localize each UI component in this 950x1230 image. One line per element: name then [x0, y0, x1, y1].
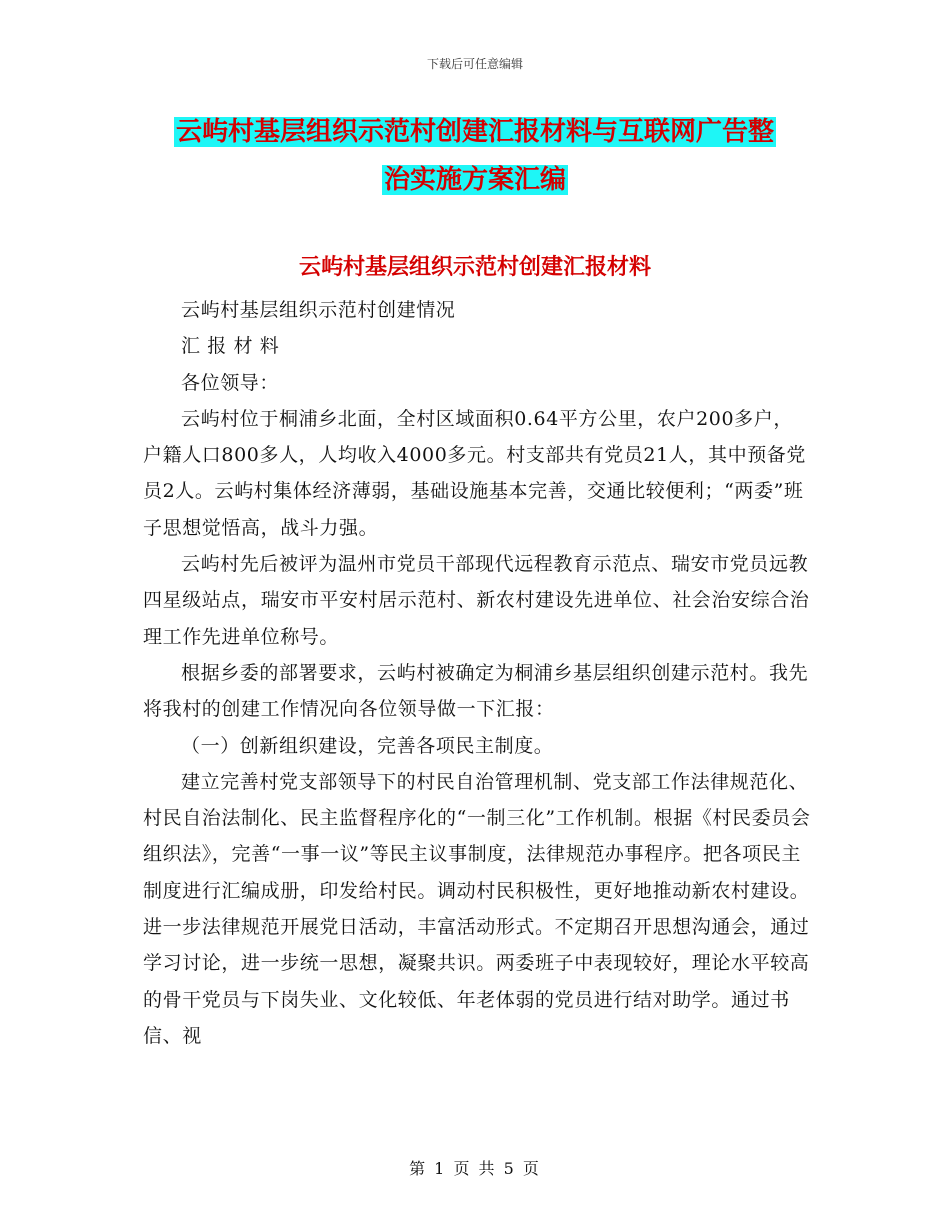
page-number-footer: 第 1 页 共 5 页 [409, 1159, 541, 1178]
document-body [143, 292, 811, 1054]
paragraph: 云屿村位于桐浦乡北面，全村区域面积0.64平方公里，农户200多户，户籍人口800多人，人均收入4000多元。村支部共有党员21人，其中预备党员2人。云屿村集体经济薄弱，基础设施基本完善，交通比较便利；“两委”班子思想觉悟高，战斗力强。 [143, 407, 806, 539]
paragraph: 建立完善村党支部领导下的村民自治管理机制、党支部工作法律规范化、村民自治法制化、民主监督程序化的“一制三化”工作机制。根据《村民委员会组织法》，完善“一事一议”等民主议事制度，法律规范办事程序。把各项民主制度进行汇编成册，印发给村民。调动村民积极性，更好地推动新农村建设。进一步法律规范开展党日活动，丰富活动形式。不定期召开思想沟通会，通过学习讨论，进一步统一思想，凝聚共识。两委班子中表现较好，理论水平较高的骨干党员与下岗失业、文化较低、年老体弱的党员进行结对助学。通过书信、视 [143, 770, 811, 1047]
paragraph: 根据乡委的部署要求，云屿村被确定为桐浦乡基层组织创建示范村。我先将我村的创建工作情况向各位领导做一下汇报： [143, 661, 809, 721]
paragraph: （一）创新组织建设，完善各项民主制度。 [181, 734, 554, 757]
paragraph: 汇 报 材 料 [181, 335, 280, 358]
document-title-line-2: 治实施方案汇编 [383, 165, 566, 195]
header-note: 下载后可任意编辑 [426, 57, 523, 71]
section-title: 云屿村基层组织示范村创建汇报材料 [298, 255, 651, 280]
document-title [0, 108, 950, 204]
paragraph: 各位领导： [181, 371, 280, 394]
paragraph: 云屿村先后被评为温州市党员干部现代远程教育示范点、瑞安市党员远教四星级站点，瑞安市平安村居示范村、新农村建设先进单位、社会治安综合治理工作先进单位称号。 [143, 553, 810, 648]
paragraph: 云屿村基层组织示范村创建情况 [181, 299, 456, 321]
document-title-line-1: 云屿村基层组织示范村创建汇报材料与互联网广告整 [175, 117, 774, 147]
